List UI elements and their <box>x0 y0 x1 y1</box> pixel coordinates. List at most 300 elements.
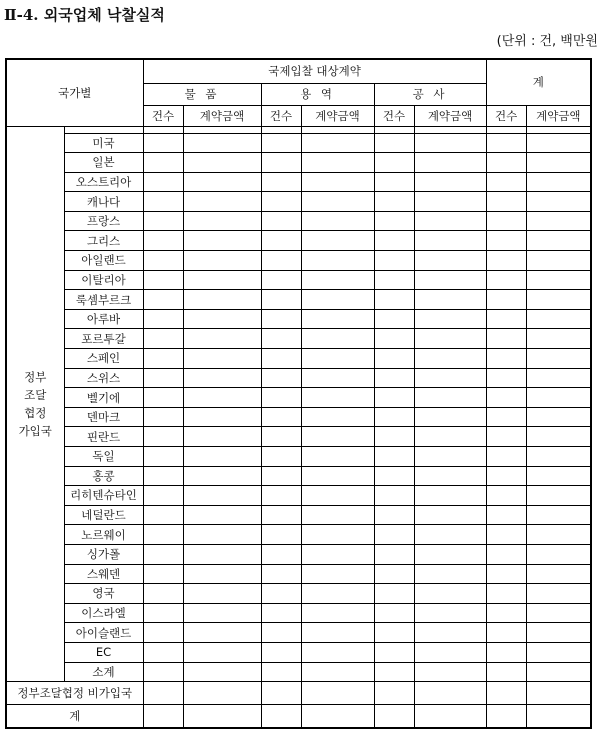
table-row <box>6 388 591 408</box>
value-cell <box>486 603 526 623</box>
header-count: 건수 <box>143 105 183 126</box>
value-cell <box>301 603 374 623</box>
value-cell <box>143 682 183 705</box>
value-cell <box>486 525 526 545</box>
spacer-cell <box>64 126 143 133</box>
table-row <box>6 153 591 173</box>
value-cell <box>526 211 591 231</box>
value-cell <box>374 584 414 604</box>
header-goods: 물 품 <box>143 83 261 105</box>
value-cell <box>414 388 486 408</box>
non-member-row <box>6 682 591 705</box>
value-cell <box>526 270 591 290</box>
country-name: 아루바 <box>64 309 143 329</box>
value-cell <box>143 584 183 604</box>
value-cell <box>261 603 301 623</box>
value-cell <box>143 564 183 584</box>
value-cell <box>486 564 526 584</box>
value-cell <box>486 211 526 231</box>
country-name: 핀란드 <box>64 427 143 447</box>
value-cell <box>526 642 591 662</box>
value-cell <box>261 705 301 728</box>
value-cell <box>526 623 591 643</box>
table-row <box>6 603 591 623</box>
value-cell <box>374 603 414 623</box>
value-cell <box>414 368 486 388</box>
value-cell <box>526 329 591 349</box>
grand-total-label: 계 <box>6 705 143 728</box>
value-cell <box>301 705 374 728</box>
value-cell <box>414 447 486 467</box>
value-cell <box>261 270 301 290</box>
value-cell <box>486 251 526 271</box>
value-cell <box>183 290 261 310</box>
value-cell <box>374 486 414 506</box>
value-cell <box>183 447 261 467</box>
country-name: 이탈리아 <box>64 270 143 290</box>
table-row <box>6 447 591 467</box>
header-amount: 계약금액 <box>526 105 591 126</box>
country-name: 영국 <box>64 584 143 604</box>
value-cell <box>486 329 526 349</box>
value-cell <box>486 447 526 467</box>
value-cell <box>526 662 591 682</box>
value-cell <box>301 388 374 408</box>
table-row <box>6 309 591 329</box>
value-cell <box>301 662 374 682</box>
subtotal-row <box>6 662 591 682</box>
value-cell <box>414 603 486 623</box>
value-cell <box>526 126 591 133</box>
value-cell <box>183 564 261 584</box>
value-cell <box>183 623 261 643</box>
country-name: 룩셈부르크 <box>64 290 143 310</box>
value-cell <box>301 368 374 388</box>
value-cell <box>143 172 183 192</box>
value-cell <box>261 231 301 251</box>
value-cell <box>414 251 486 271</box>
country-name: 네덜란드 <box>64 505 143 525</box>
value-cell <box>414 466 486 486</box>
value-cell <box>526 251 591 271</box>
value-cell <box>374 505 414 525</box>
value-cell <box>261 407 301 427</box>
value-cell <box>143 447 183 467</box>
value-cell <box>301 251 374 271</box>
value-cell <box>374 349 414 369</box>
value-cell <box>261 126 301 133</box>
country-name: 그리스 <box>64 231 143 251</box>
value-cell <box>183 388 261 408</box>
header-total: 계 <box>486 59 591 105</box>
table-row <box>6 642 591 662</box>
value-cell <box>301 466 374 486</box>
value-cell <box>526 447 591 467</box>
value-cell <box>414 584 486 604</box>
value-cell <box>414 623 486 643</box>
value-cell <box>143 368 183 388</box>
award-results-table <box>5 58 592 729</box>
value-cell <box>183 544 261 564</box>
value-cell <box>414 349 486 369</box>
value-cell <box>526 231 591 251</box>
value-cell <box>183 682 261 705</box>
value-cell <box>143 544 183 564</box>
table-row <box>6 211 591 231</box>
country-name: 스페인 <box>64 349 143 369</box>
value-cell <box>526 544 591 564</box>
value-cell <box>486 662 526 682</box>
value-cell <box>261 584 301 604</box>
value-cell <box>486 172 526 192</box>
table-row <box>6 251 591 271</box>
header-amount: 계약금액 <box>301 105 374 126</box>
header-country: 국가별 <box>6 59 143 126</box>
value-cell <box>261 642 301 662</box>
value-cell <box>301 192 374 212</box>
value-cell <box>301 231 374 251</box>
value-cell <box>486 427 526 447</box>
value-cell <box>183 309 261 329</box>
value-cell <box>374 466 414 486</box>
value-cell <box>301 126 374 133</box>
country-name: EC <box>64 642 143 662</box>
table-row <box>6 525 591 545</box>
value-cell <box>261 309 301 329</box>
value-cell <box>486 192 526 212</box>
value-cell <box>374 231 414 251</box>
table-row <box>6 623 591 643</box>
value-cell <box>486 584 526 604</box>
value-cell <box>183 349 261 369</box>
table-row <box>6 407 591 427</box>
value-cell <box>183 407 261 427</box>
value-cell <box>526 368 591 388</box>
value-cell <box>183 603 261 623</box>
value-cell <box>414 126 486 133</box>
table-row <box>6 231 591 251</box>
table-row <box>6 544 591 564</box>
value-cell <box>143 662 183 682</box>
value-cell <box>261 447 301 467</box>
country-name: 이스라엘 <box>64 603 143 623</box>
table-row <box>6 564 591 584</box>
value-cell <box>486 270 526 290</box>
value-cell <box>301 682 374 705</box>
value-cell <box>486 133 526 153</box>
value-cell <box>261 427 301 447</box>
value-cell <box>374 427 414 447</box>
value-cell <box>374 153 414 173</box>
value-cell <box>374 662 414 682</box>
value-cell <box>486 126 526 133</box>
value-cell <box>486 505 526 525</box>
table-row <box>6 133 591 153</box>
country-name: 아일랜드 <box>64 251 143 271</box>
country-name: 노르웨이 <box>64 525 143 545</box>
value-cell <box>143 153 183 173</box>
value-cell <box>414 407 486 427</box>
value-cell <box>183 231 261 251</box>
value-cell <box>526 505 591 525</box>
value-cell <box>143 525 183 545</box>
country-name: 벨기에 <box>64 388 143 408</box>
table-row <box>6 466 591 486</box>
value-cell <box>374 642 414 662</box>
value-cell <box>526 427 591 447</box>
group-label-line: 정부 <box>24 369 47 384</box>
value-cell <box>301 564 374 584</box>
table-row <box>6 270 591 290</box>
value-cell <box>261 564 301 584</box>
value-cell <box>486 368 526 388</box>
value-cell <box>414 642 486 662</box>
header-amount: 계약금액 <box>414 105 486 126</box>
table-row <box>6 486 591 506</box>
value-cell <box>261 211 301 231</box>
value-cell <box>143 309 183 329</box>
value-cell <box>143 623 183 643</box>
value-cell <box>183 427 261 447</box>
value-cell <box>414 309 486 329</box>
table-row <box>6 368 591 388</box>
value-cell <box>374 133 414 153</box>
value-cell <box>414 427 486 447</box>
value-cell <box>143 192 183 212</box>
group-label-line: 조달 <box>24 387 47 402</box>
value-cell <box>526 466 591 486</box>
value-cell <box>301 525 374 545</box>
value-cell <box>143 388 183 408</box>
value-cell <box>261 525 301 545</box>
value-cell <box>374 211 414 231</box>
value-cell <box>301 290 374 310</box>
value-cell <box>301 505 374 525</box>
value-cell <box>486 309 526 329</box>
value-cell <box>374 623 414 643</box>
value-cell <box>486 642 526 662</box>
value-cell <box>526 705 591 728</box>
value-cell <box>414 192 486 212</box>
value-cell <box>143 642 183 662</box>
value-cell <box>143 466 183 486</box>
table-row <box>6 427 591 447</box>
value-cell <box>261 172 301 192</box>
value-cell <box>486 231 526 251</box>
value-cell <box>143 270 183 290</box>
value-cell <box>486 486 526 506</box>
value-cell <box>261 544 301 564</box>
value-cell <box>301 407 374 427</box>
value-cell <box>374 126 414 133</box>
country-name: 덴마크 <box>64 407 143 427</box>
table-row <box>6 192 591 212</box>
value-cell <box>486 407 526 427</box>
value-cell <box>486 466 526 486</box>
value-cell <box>414 153 486 173</box>
value-cell <box>301 211 374 231</box>
country-name: 싱가폴 <box>64 544 143 564</box>
value-cell <box>486 682 526 705</box>
value-cell <box>374 290 414 310</box>
table-row <box>6 172 591 192</box>
value-cell <box>261 682 301 705</box>
table-row <box>6 584 591 604</box>
value-cell <box>374 329 414 349</box>
value-cell <box>143 427 183 447</box>
value-cell <box>486 349 526 369</box>
value-cell <box>261 153 301 173</box>
value-cell <box>301 172 374 192</box>
value-cell <box>301 153 374 173</box>
value-cell <box>526 133 591 153</box>
value-cell <box>414 270 486 290</box>
value-cell <box>301 447 374 467</box>
header-intl-bidding: 국제입찰 대상계약 <box>143 59 486 83</box>
value-cell <box>143 126 183 133</box>
country-name: 일본 <box>64 153 143 173</box>
country-name: 미국 <box>64 133 143 153</box>
value-cell <box>261 466 301 486</box>
spacer-row <box>6 126 591 133</box>
country-name: 독일 <box>64 447 143 467</box>
table-row <box>6 505 591 525</box>
value-cell <box>143 251 183 271</box>
value-cell <box>143 290 183 310</box>
value-cell <box>486 290 526 310</box>
value-cell <box>143 505 183 525</box>
value-cell <box>301 623 374 643</box>
value-cell <box>414 211 486 231</box>
value-cell <box>183 584 261 604</box>
value-cell <box>374 368 414 388</box>
value-cell <box>301 349 374 369</box>
header-count: 건수 <box>261 105 301 126</box>
group-label-line: 가입국 <box>18 423 52 438</box>
value-cell <box>374 525 414 545</box>
value-cell <box>414 505 486 525</box>
country-name: 캐나다 <box>64 192 143 212</box>
value-cell <box>261 192 301 212</box>
value-cell <box>261 662 301 682</box>
value-cell <box>486 153 526 173</box>
grand-total-row <box>6 705 591 728</box>
value-cell <box>183 133 261 153</box>
value-cell <box>261 329 301 349</box>
value-cell <box>526 682 591 705</box>
value-cell <box>526 192 591 212</box>
table-row <box>6 329 591 349</box>
value-cell <box>414 564 486 584</box>
value-cell <box>526 584 591 604</box>
value-cell <box>143 211 183 231</box>
value-cell <box>374 564 414 584</box>
value-cell <box>374 447 414 467</box>
gpa-member-group-label <box>6 126 64 682</box>
value-cell <box>143 329 183 349</box>
value-cell <box>183 153 261 173</box>
value-cell <box>143 349 183 369</box>
value-cell <box>301 133 374 153</box>
value-cell <box>301 309 374 329</box>
value-cell <box>526 564 591 584</box>
value-cell <box>261 623 301 643</box>
value-cell <box>183 525 261 545</box>
value-cell <box>374 682 414 705</box>
value-cell <box>183 505 261 525</box>
country-name: 오스트리아 <box>64 172 143 192</box>
value-cell <box>261 368 301 388</box>
value-cell <box>526 172 591 192</box>
value-cell <box>183 486 261 506</box>
value-cell <box>374 251 414 271</box>
value-cell <box>374 705 414 728</box>
value-cell <box>143 133 183 153</box>
value-cell <box>414 525 486 545</box>
value-cell <box>414 486 486 506</box>
value-cell <box>374 172 414 192</box>
value-cell <box>261 505 301 525</box>
value-cell <box>183 126 261 133</box>
country-name: 스웨덴 <box>64 564 143 584</box>
value-cell <box>526 525 591 545</box>
value-cell <box>183 642 261 662</box>
value-cell <box>183 270 261 290</box>
header-services: 용 역 <box>261 83 374 105</box>
value-cell <box>301 544 374 564</box>
value-cell <box>261 133 301 153</box>
value-cell <box>301 486 374 506</box>
value-cell <box>414 705 486 728</box>
header-count: 건수 <box>486 105 526 126</box>
value-cell <box>414 172 486 192</box>
value-cell <box>414 329 486 349</box>
value-cell <box>143 231 183 251</box>
value-cell <box>301 642 374 662</box>
country-name: 프랑스 <box>64 211 143 231</box>
table-body <box>6 126 591 728</box>
value-cell <box>261 290 301 310</box>
header-construction: 공 사 <box>374 83 486 105</box>
country-name: 홍콩 <box>64 466 143 486</box>
value-cell <box>261 349 301 369</box>
non-member-label: 정부조달협정 비가입국 <box>6 682 143 705</box>
value-cell <box>183 329 261 349</box>
value-cell <box>414 133 486 153</box>
value-cell <box>183 172 261 192</box>
value-cell <box>183 211 261 231</box>
value-cell <box>261 388 301 408</box>
country-name: 스위스 <box>64 368 143 388</box>
value-cell <box>526 603 591 623</box>
value-cell <box>183 466 261 486</box>
value-cell <box>183 662 261 682</box>
value-cell <box>414 544 486 564</box>
subtotal-label: 소계 <box>64 662 143 682</box>
value-cell <box>414 662 486 682</box>
value-cell <box>183 251 261 271</box>
value-cell <box>526 486 591 506</box>
value-cell <box>143 603 183 623</box>
value-cell <box>526 290 591 310</box>
table-row <box>6 290 591 310</box>
value-cell <box>486 544 526 564</box>
country-name: 리히텐슈타인 <box>64 486 143 506</box>
value-cell <box>526 153 591 173</box>
value-cell <box>183 368 261 388</box>
value-cell <box>143 486 183 506</box>
value-cell <box>414 231 486 251</box>
